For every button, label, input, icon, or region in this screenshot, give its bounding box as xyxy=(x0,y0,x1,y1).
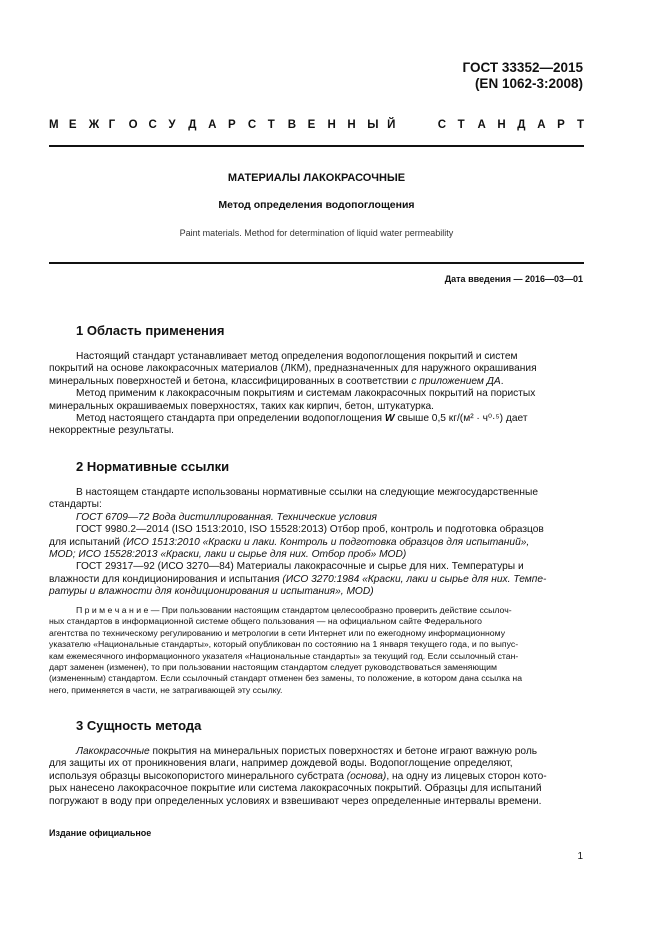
s2-p1-line1: В настоящем стандарте использованы нормативные ссылки на следующие межгосударственные xyxy=(76,487,539,498)
s1-p1-line1: Настоящий стандарт устанавливает метод определения водопоглощения покрытий и систем xyxy=(76,351,518,362)
s3-p1-line4: рых нанесено лакокрасочное покрытие или система лакокрасочных покрытий. Образцы для испытаний xyxy=(49,783,542,795)
section-2-note xyxy=(49,605,584,696)
s1-p1-line3: минеральных поверхностей и бетона, классифицированных в соответствии с приложением ДА. xyxy=(49,375,504,387)
s2-ref-2-line3: MOD; ИСО 15528:2013 «Краски, лаки и сырье для них. Отбор проб» MOD) xyxy=(49,549,407,561)
s3-p1-line1: Лакокрасочные покрытия на минеральных пористых поверхностях и бетоне играют важную роль xyxy=(76,746,538,757)
s1-p2-line2: минеральных окрашиваемых поверхностях, таких как кирпич, бетон, штукатурка. xyxy=(49,400,434,412)
s1-p1-line2: покрытий на основе лакокрасочных материалов (ЛКМ), предназначенных для наружного окрашивания xyxy=(49,363,537,375)
document-title: МАТЕРИАЛЫ ЛАКОКРАСОЧНЫЕ xyxy=(227,172,406,184)
top-rule xyxy=(49,145,584,147)
note-line-6: дарт заменен (изменен), то при пользовании настоящим стандартом следует руководствоваться заменяющим xyxy=(49,662,497,673)
official-edition-label: Издание официальное xyxy=(49,828,152,838)
note-line-8: него, применяется в части, не затрагивающей эту ссылку. xyxy=(49,684,283,695)
section-2-body xyxy=(49,487,584,599)
note-line-2: ных стандартов в информационной системе общего пользования — на официальном сайте Федерального xyxy=(49,616,482,627)
document-number xyxy=(463,60,583,92)
s3-p1-line2: для защиты их от проникновения влаги, например дождевой воды. Водопоглощение определяют, xyxy=(49,758,513,770)
introduction-date: Дата введения — 2016—03—01 xyxy=(444,274,583,284)
banner-word-interstate: М Е Ж Г О С У Д А Р С Т В Е Н Н Ы Й xyxy=(49,119,396,131)
s1-p2-line1: Метод применим к лакокрасочным покрытиям и системам лакокрасочных покрытий на пористых xyxy=(76,388,536,400)
note-line-1: П р и м е ч а н и е — При пользовании настоящим стандартом целесообразно проверить действие ссылоч- xyxy=(76,605,512,615)
page-number: 1 xyxy=(577,851,583,862)
note-line-5: кам ежемесячного информационного указателя «Национальные стандарты» за текущий год. Если ссылочный стан- xyxy=(49,650,519,661)
gost-number: ГОСТ 33352—2015 xyxy=(462,60,583,75)
note-line-7: (измененным) стандартом. Если ссылочный стандарт отменен без замены, то положение, в котором дана ссылка на xyxy=(49,673,523,684)
standard-banner xyxy=(49,119,584,131)
s2-p1-line2: стандарты: xyxy=(49,499,102,511)
s1-p3-line2: некорректные результаты. xyxy=(49,425,175,437)
section-1-body xyxy=(49,351,584,438)
s3-p1-line5: погружают в воду при определенных условиях и взвешивают через определенные интервалы времени. xyxy=(49,795,542,807)
s1-p3-line1: Метод настоящего стандарта при определении водопоглощения W свыше 0,5 кг/(м² · ч⁰·⁵) дает xyxy=(76,413,528,425)
section-3-heading: 3 Сущность метода xyxy=(76,718,202,733)
section-3-body xyxy=(49,746,584,808)
note-line-4: указателю «Национальные стандарты», который опубликован по состоянию на 1 января текущего года, и по выпус- xyxy=(49,639,519,650)
title-rule xyxy=(49,262,584,264)
note-line-3: агентства по техническому регулированию и метрологии в сети Интернет или по ежегодному информационному xyxy=(49,627,506,638)
s2-ref-3-line1: ГОСТ 29317—92 (ИСО 3270—84) Материалы лакокрасочные и сырье для них. Температуры и xyxy=(76,561,524,573)
document-subtitle: Метод определения водопоглощения xyxy=(218,199,415,211)
s2-ref-2-line1: ГОСТ 9980.2—2014 (ISO 1513:2010, ISO 15528:2013) Отбор проб, контроль и подготовка образцов xyxy=(76,524,544,536)
section-2-heading: 2 Нормативные ссылки xyxy=(76,459,230,474)
section-1-heading: 1 Область применения xyxy=(76,323,225,338)
en-number: (EN 1062-3:2008) xyxy=(474,76,583,91)
s2-ref-2-line2: для испытаний (ИСО 1513:2010 «Краски и лаки. Контроль и подготовка образцов для испытаний», xyxy=(49,536,530,548)
s2-ref-3-line2: влажности для кондиционирования и испытания (ИСО 3270:1984 «Краски, лаки и сырье для них. Темпе- xyxy=(49,573,547,585)
s2-ref-1: ГОСТ 6709—72 Вода дистиллированная. Технические условия xyxy=(76,511,377,523)
english-title: Paint materials. Method for determination of liquid water permeability xyxy=(179,228,454,238)
note-label: П р и м е ч а н и е xyxy=(76,605,149,615)
s2-ref-3-line3: ратуры и влажности для кондиционирования и испытания», MOD) xyxy=(49,586,374,598)
banner-word-standard: С Т А Н Д А Р Т xyxy=(437,119,584,131)
s3-p1-line3: используя образцы высокопористого минерального субстрата (основа), на одну из лицевых сторон кото- xyxy=(49,770,547,782)
